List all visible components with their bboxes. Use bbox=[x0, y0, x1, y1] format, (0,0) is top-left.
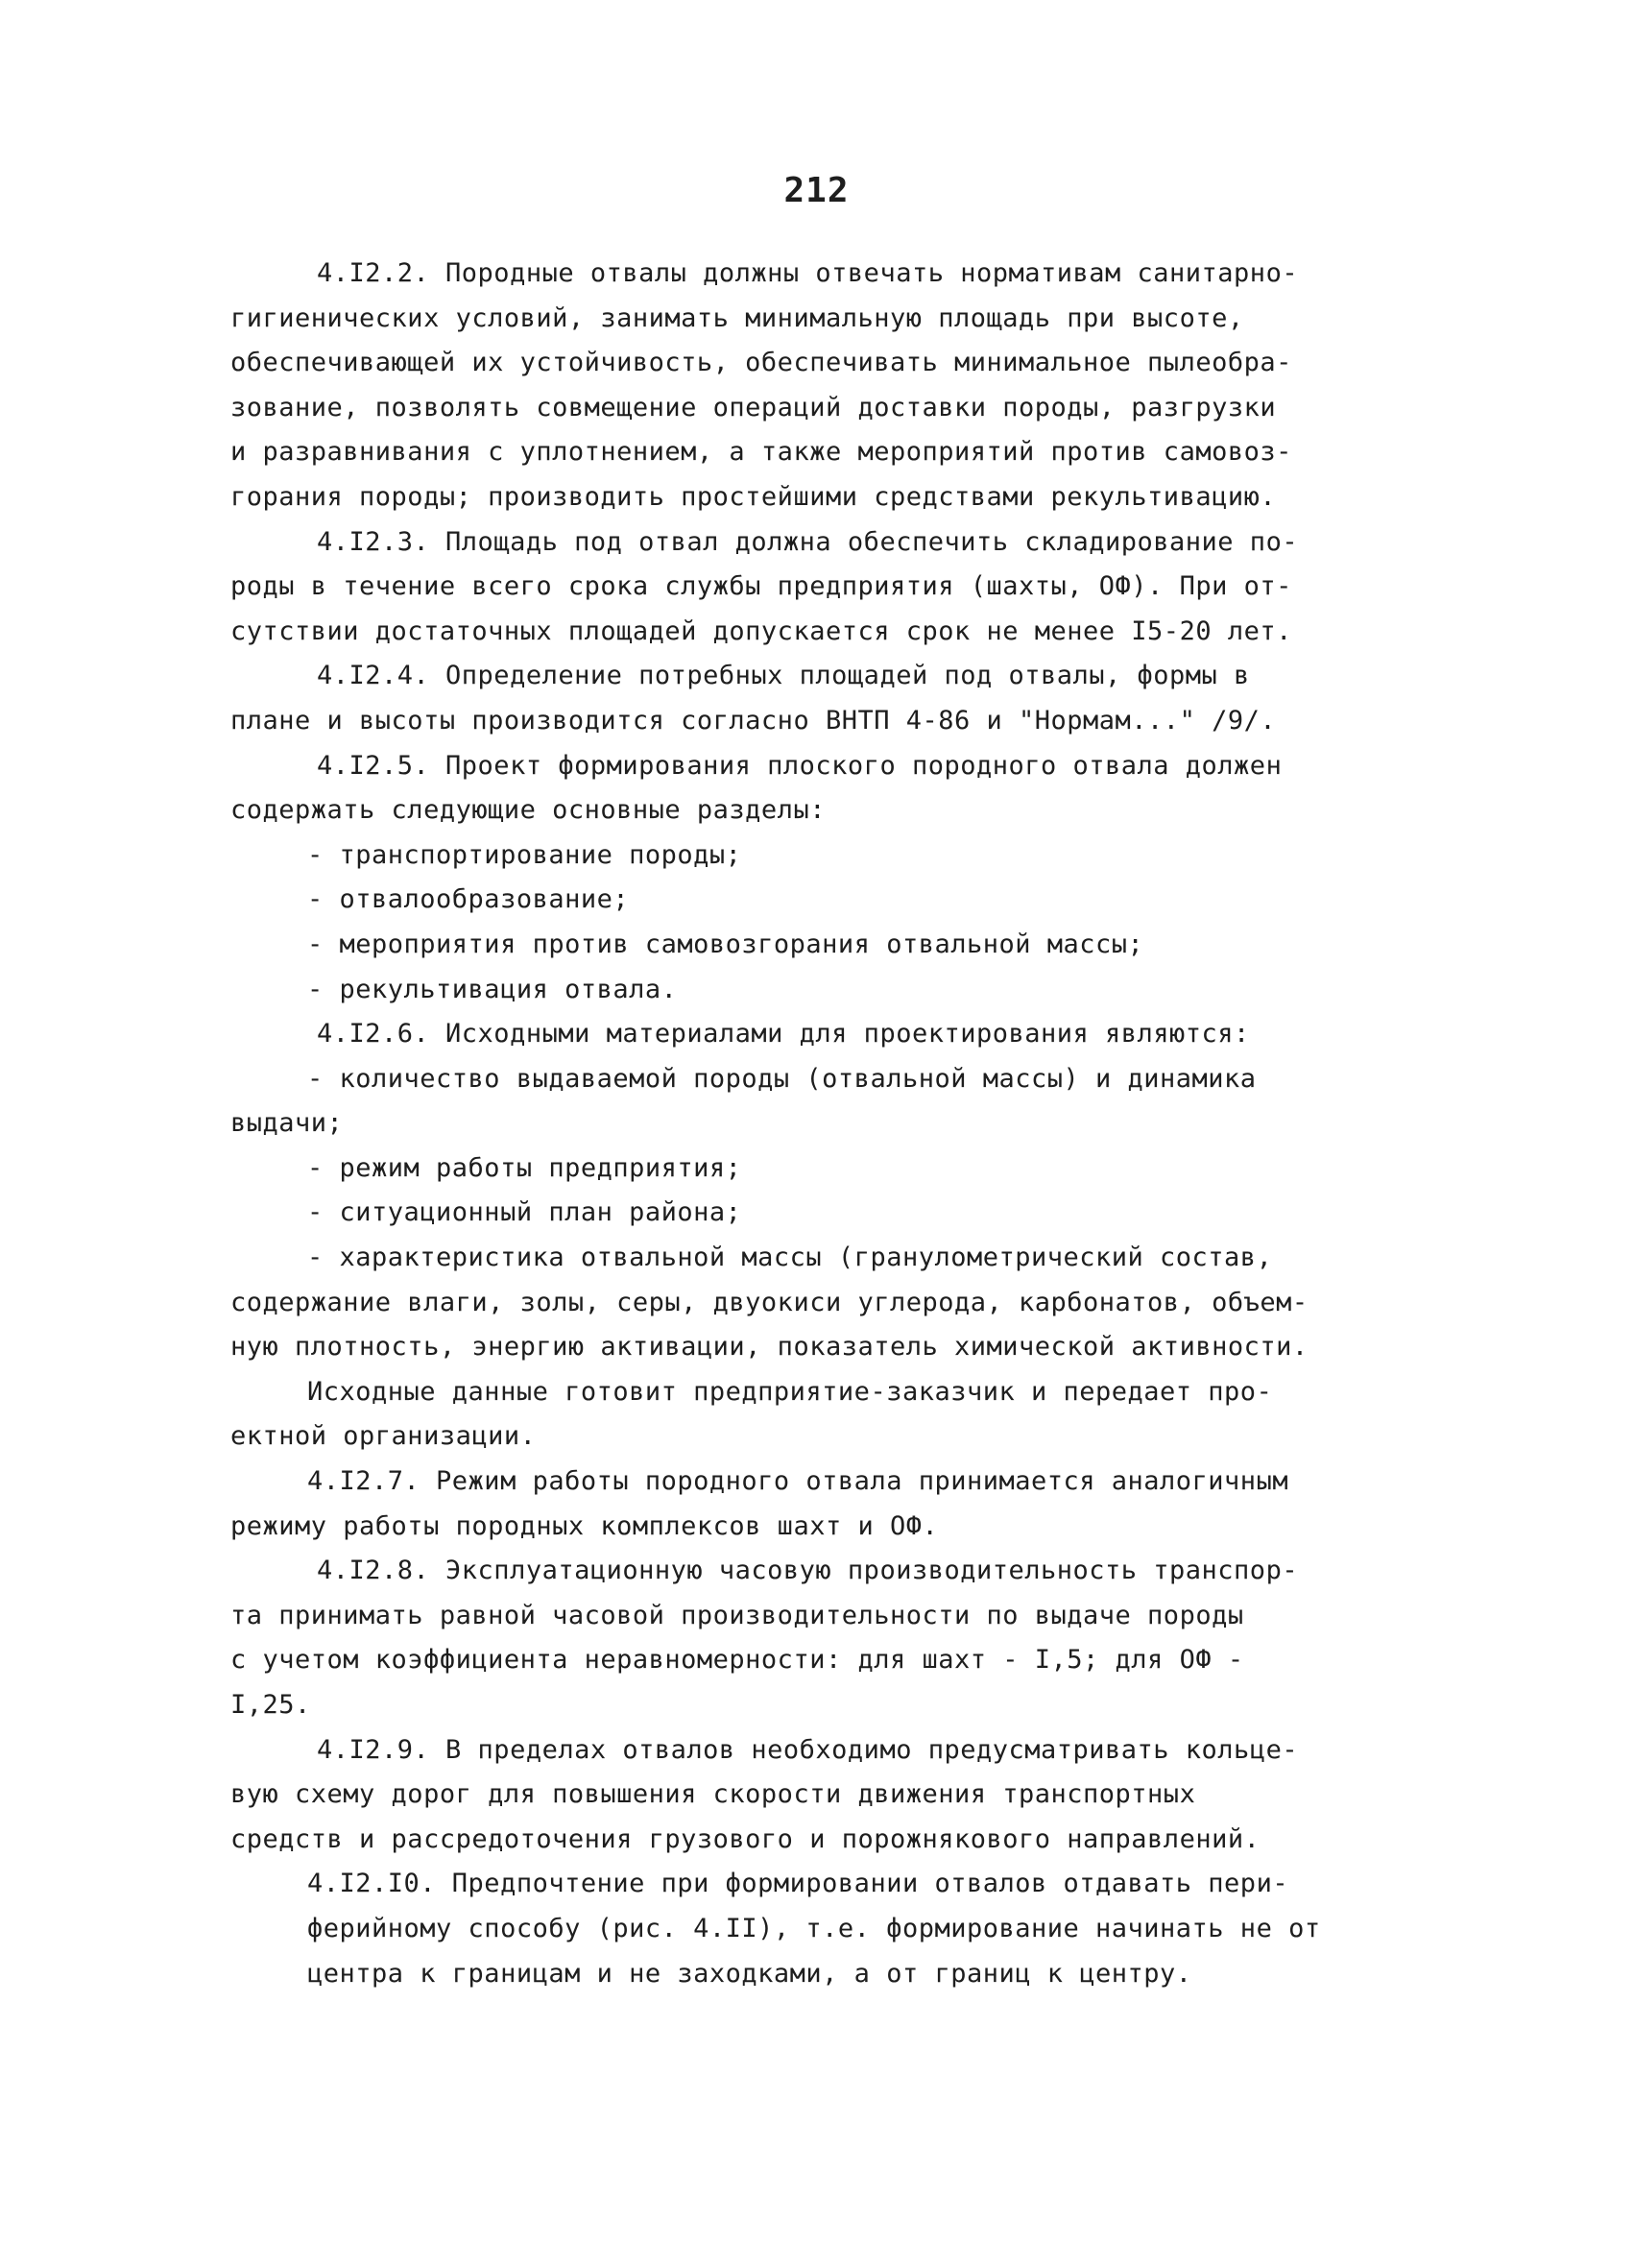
text-line: гигиенических условий, занимать минимальную площадь при высоте, bbox=[230, 302, 1244, 333]
text-line: центра к границам и не заходками, а от границ к центру. bbox=[307, 1958, 1192, 1989]
text-line: 4.I2.2. Породные отвалы должны отвечать нормативам санитарно- bbox=[317, 258, 1299, 288]
text-line: режиму работы породных комплексов шахт и ОФ. bbox=[230, 1510, 939, 1541]
list-item: - характеристика отвальной массы (гранулометрический состав, bbox=[307, 1243, 1273, 1273]
list-item: - рекультивация отвала. bbox=[307, 974, 678, 1004]
text-line: и разравнивания с уплотнением, а также мероприятий против самовоз- bbox=[230, 437, 1292, 468]
text-line: 4.I2.7. Режим работы породного отвала принимается аналогичным bbox=[307, 1466, 1289, 1497]
text-line: I,25. bbox=[230, 1690, 311, 1720]
text-line: 4.I2.I0. Предпочтение при формировании отвалов отдавать пери- bbox=[307, 1869, 1289, 1899]
text-line: та принимать равной часовой производительности по выдаче породы bbox=[230, 1600, 1244, 1630]
text-line: содержание влаги, золы, серы, двуокиси углерода, карбонатов, объем- bbox=[230, 1287, 1309, 1317]
text-line: ектной организации. bbox=[230, 1421, 537, 1452]
text-line: плане и высоты производится согласно ВНТП 4-86 и "Нормам..." /9/. bbox=[230, 705, 1277, 736]
text-line: 4.I2.5. Проект формирования плоского породного отвала должен bbox=[317, 750, 1283, 781]
text-line: ную плотность, энергию активации, показатель химической активности. bbox=[230, 1332, 1309, 1363]
text-line: сутствии достаточных площадей допускается срок не менее I5-20 лет. bbox=[230, 615, 1292, 646]
text-line: 4.I2.3. Площадь под отвал должна обеспечить складирование по- bbox=[317, 526, 1299, 557]
list-item: - режим работы предприятия; bbox=[307, 1152, 742, 1183]
text-line: вую схему дорог для повышения скорости движения транспортных bbox=[230, 1779, 1196, 1810]
text-line: 4.I2.6. Исходными материалами для проектирования являются: bbox=[317, 1019, 1250, 1050]
text-line: роды в течение всего срока службы предприятия (шахты, ОФ). При от- bbox=[230, 571, 1292, 602]
list-item: - ситуационный план района; bbox=[307, 1197, 742, 1228]
text-line: с учетом коэффициента неравномерности: для шахт - I,5; для ОФ - bbox=[230, 1645, 1244, 1676]
text-line: содержать следующие основные разделы: bbox=[230, 795, 826, 826]
text-line: 4.I2.8. Эксплуатационную часовую производительность транспор- bbox=[317, 1556, 1299, 1586]
text-line: обеспечивающей их устойчивость, обеспечивать минимальное пылеобра- bbox=[230, 348, 1292, 378]
list-item: - транспортирование породы; bbox=[307, 839, 742, 870]
text-line: 4.I2.4. Определение потребных площадей под отвалы, формы в bbox=[317, 661, 1250, 691]
text-line: 4.I2.9. В пределах отвалов необходимо предусматривать кольце- bbox=[317, 1734, 1299, 1765]
page-number: 212 bbox=[783, 171, 850, 210]
list-item: - количество выдаваемой породы (отвальной массы) и динамика bbox=[307, 1063, 1257, 1094]
text-line: зование, позволять совмещение операций доставки породы, разгрузки bbox=[230, 392, 1277, 422]
text-line: Исходные данные готовит предприятие-заказчик и передает про- bbox=[307, 1376, 1273, 1407]
text-line: выдачи; bbox=[230, 1108, 344, 1139]
body-text bbox=[230, 252, 1421, 1996]
list-item: - мероприятия против самовозгорания отвальной массы; bbox=[307, 929, 1144, 959]
text-line: ферийному способу (рис. 4.II), т.е. формирование начинать не от bbox=[307, 1913, 1321, 1943]
list-item: - отвалообразование; bbox=[307, 884, 630, 915]
text-line: средств и рассредоточения грузового и порожнякового направлений. bbox=[230, 1823, 1261, 1854]
text-line: горания породы; производить простейшими средствами рекультивацию. bbox=[230, 481, 1277, 512]
